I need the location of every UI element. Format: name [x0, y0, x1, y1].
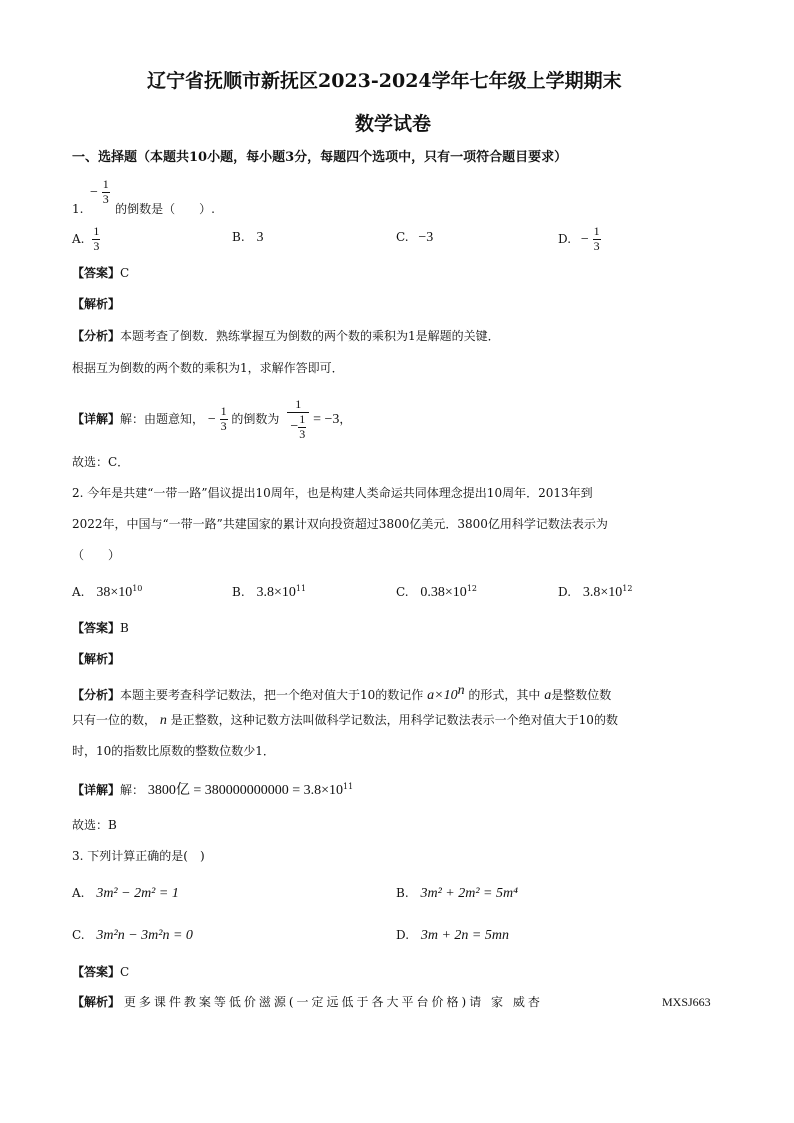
- exam-title: 辽宁省抚顺市新抚区2023-2024学年七年级上学期期末: [147, 70, 622, 92]
- q1-neg-sign: −: [90, 184, 98, 200]
- q1-option-d-fraction: $\frac{1}{3}$: [593, 224, 600, 253]
- q3-option-b: B. 3m² + 2m² = 5m⁴: [396, 886, 518, 901]
- footer-code: MXSJ663: [662, 995, 711, 1009]
- q1-stem: [72, 203, 215, 215]
- q3-answer: 【答案】C: [72, 965, 130, 979]
- section-header: 一、选择题（本题共10小题，每小题3分，每题四个选项中，只有一项符合题目要求）: [72, 150, 568, 165]
- q1-answer: 【答案】C: [72, 266, 130, 280]
- q2-detail: 【详解】解： 3800亿 = $380000000000 = 3.8\times 10^{11}$: [72, 782, 354, 798]
- q2-option-c: C. $0.38\times 10^{12}$: [396, 584, 477, 600]
- q1-option-b: B. 3: [232, 230, 264, 245]
- q1-number: 1.: [72, 202, 84, 216]
- q3-stem: 3. 下列计算正确的是( ): [72, 849, 205, 863]
- q2-fenxi-2: 只有一位的数， n 是正整数，这种记数方法叫做科学记数法，用科学记数法表示一个绝对值大于10的数: [72, 713, 618, 728]
- q2-stem-line3: （ ）: [72, 548, 121, 562]
- q1-fraction: $\frac{1}{3}$: [102, 177, 109, 206]
- q2-choose: 故选：B: [72, 818, 117, 832]
- q2-option-a: A. $38\times 10^{10}$: [72, 584, 143, 600]
- q1-question-text: 的倒数是（ ）.: [115, 202, 215, 216]
- q1-option-c: C. −3: [396, 230, 434, 245]
- q3-option-c: C. 3m²n − 3m²n = 0: [72, 928, 193, 943]
- q1-fenxi-2: 根据互为倒数的两个数的乘积为1，求解作答即可．: [72, 361, 344, 375]
- q2-stem-line2: 2022年，中国与“一带一路”共建国家的累计双向投资超过3800亿美元．3800亿用科学记数法表示为: [72, 517, 608, 531]
- q3-option-a: A. 3m² − 2m² = 1: [72, 886, 179, 901]
- q2-option-d: D. $3.8\times 10^{12}$: [558, 584, 633, 600]
- q2-analysis-tag: 【解析】: [72, 652, 121, 666]
- q3-option-d: D. 3m + 2n = 5mn: [396, 928, 509, 943]
- q1-analysis-tag: 【解析】: [72, 297, 121, 311]
- q2-option-b: B. $3.8\times 10^{11}$: [232, 584, 307, 600]
- exam-subtitle: 数学试卷: [355, 113, 432, 135]
- q1-option-a-fraction: $\frac{1}{3}$: [93, 224, 100, 253]
- footer-note: 【解析】 更多课件教案等低价滋源(一定远低于各大平台价格)请 家 威杏: [72, 995, 543, 1009]
- q1-fenxi: 【分析】本题考查了倒数．熟练掌握互为倒数的两个数的乘积为1是解题的关键．: [72, 329, 500, 343]
- q2-answer: 【答案】B: [72, 621, 129, 635]
- q1-option-a: A. $\frac{1}{3}$: [72, 224, 100, 253]
- q1-option-d: D. − $\frac{1}{3}$: [558, 224, 600, 253]
- q1-choose: 故选：C．: [72, 455, 130, 469]
- q2-fenxi-3: 时，10的指数比原数的整数位数少1．: [72, 744, 275, 758]
- q2-fenxi: 【分析】本题主要考查科学记数法，把一个绝对值大于10的数记作 $a\times 10^n$ 的形式，其中 a是整数位数: [72, 683, 612, 703]
- q1-detail-compound-fraction: 1 − $\frac{1}{3}$: [287, 398, 309, 441]
- q1-detail: 【详解】解：由题意知， − $\frac{1}{3}$ 的倒数为 1 − $\frac{1}{3}$ = −3，: [72, 397, 352, 441]
- q1-detail-fraction: $\frac{1}{3}$: [220, 404, 227, 434]
- q2-stem-line1: 2. 今年是共建“一带一路”倡议提出10周年，也是构建人类命运共同体理念提出10周年．2013年到: [72, 486, 593, 500]
